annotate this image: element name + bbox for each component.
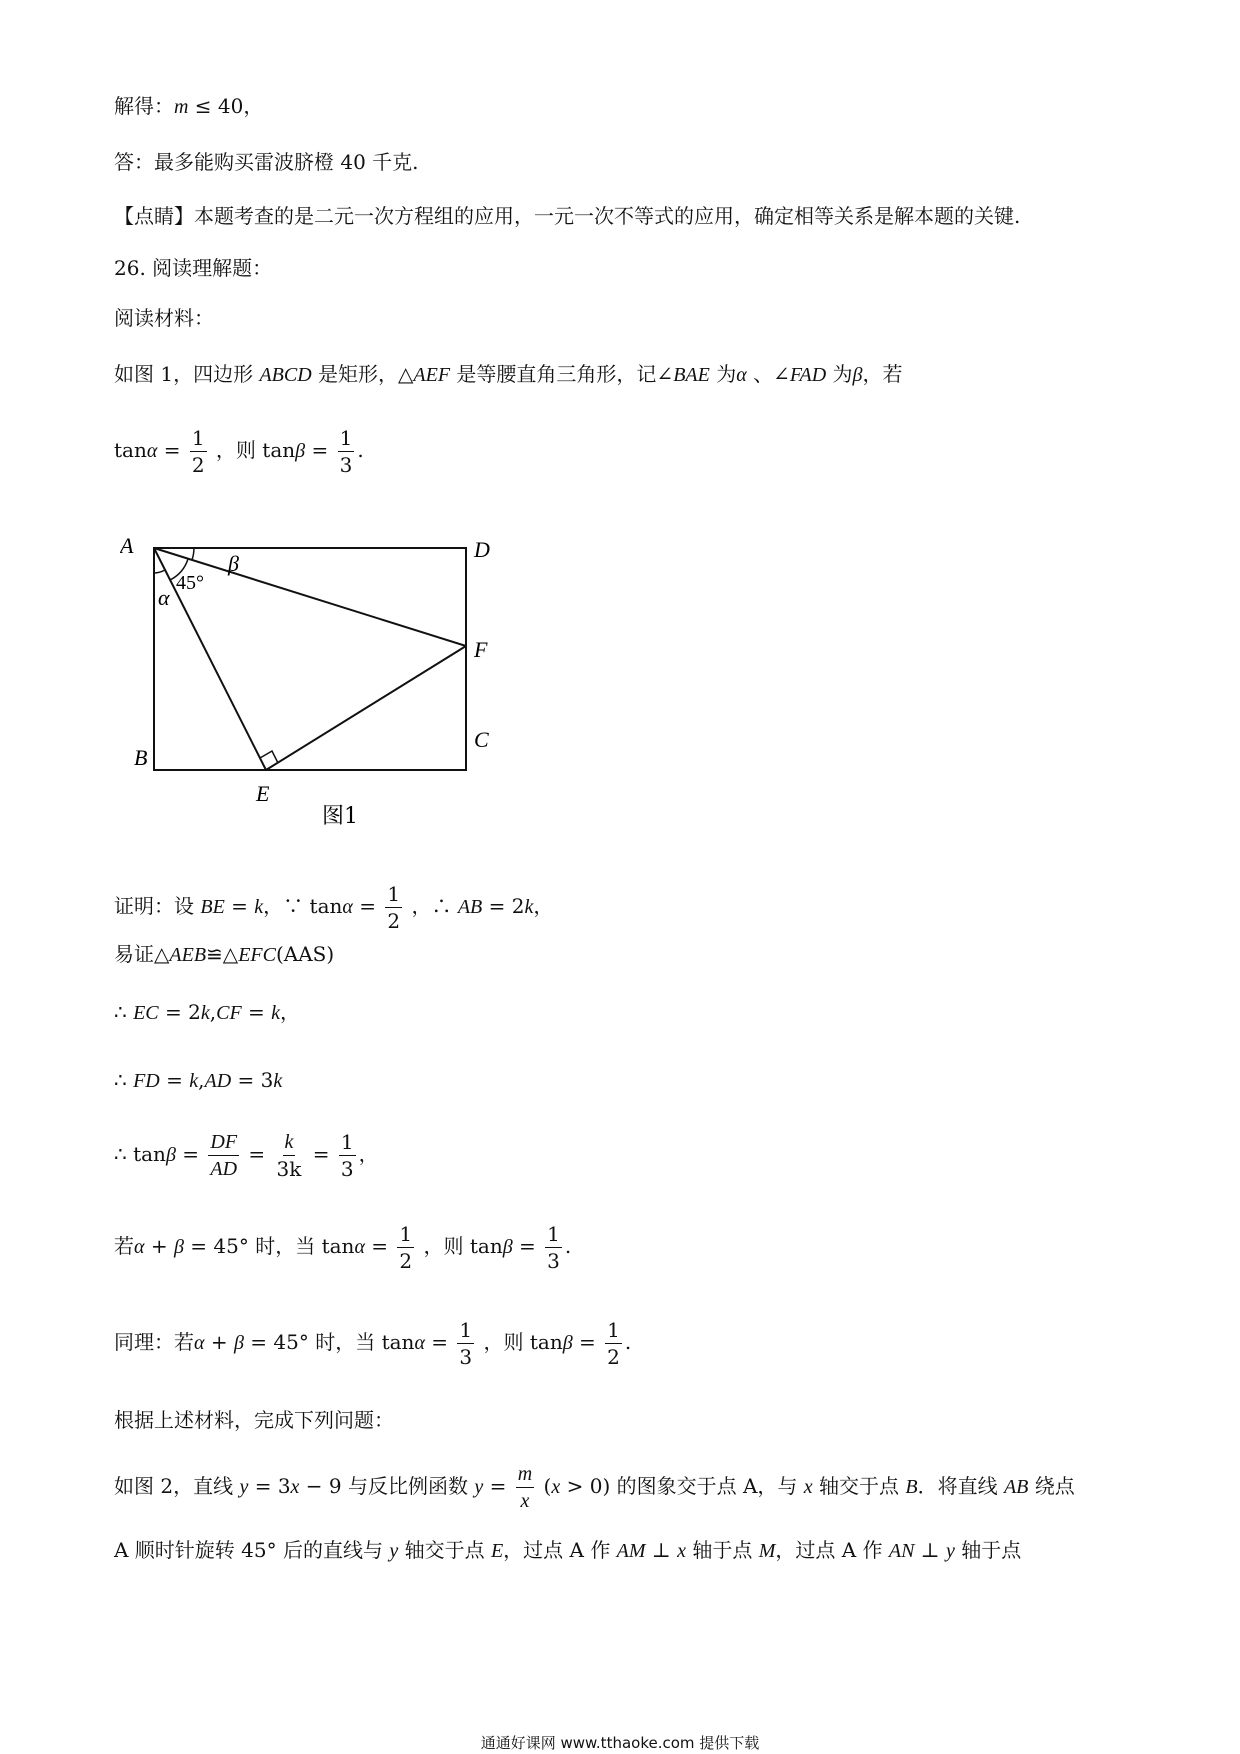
page-footer: 通通好课网 www.tthaoke.com 提供下载: [480, 1734, 760, 1752]
fraction: $\frac{m}{x}$: [517, 1463, 533, 1512]
fraction: $\frac{k}{3k}$: [276, 1131, 302, 1181]
line-tan-beta: ∴ tanβ = $\frac{DF}{AD}$ = $\frac{k}{3k}$ = $\frac{1}{3}$ ，: [114, 1130, 379, 1181]
line-congruence: 易证△AEB≌△EFC(AAS): [114, 942, 335, 966]
line-comment: 【点睛】本题考查的是二元一次方程组的应用，一元一次不等式的应用，确定相等关系是解本题的关键.: [114, 204, 1021, 228]
segment-ef: [266, 646, 466, 770]
line-tan-given: tanα = $\frac{1}{2}$ ，则 tanβ = $\frac{1}{3}$ .: [114, 426, 364, 477]
fraction: $\frac{1}{2}$: [607, 1318, 620, 1369]
segment-af: [154, 548, 466, 646]
fraction: $\frac{DF}{AD}$: [210, 1131, 238, 1180]
line-conclusion-2: 同理：若α + β = 45° 时，当 tanα = $\frac{1}{3}$ ，则 tanβ = $\frac{1}{2}$ .: [114, 1318, 632, 1369]
fraction: $\frac{1}{2}$: [399, 1222, 413, 1273]
line-material-heading: 阅读材料：: [114, 306, 214, 330]
right-angle-mark: [260, 751, 278, 763]
label-beta: β: [228, 551, 239, 576]
line-fd-ad: ∴ FD = k,AD = 3k: [114, 1068, 283, 1092]
angle-alpha-arc: [154, 570, 165, 573]
fraction: $\frac{1}{3}$: [459, 1318, 473, 1369]
fraction: $\frac{1}{3}$: [340, 1130, 354, 1181]
line-proof-start: 证明：设 BE = k，∵ tanα = $\frac{1}{2}$ ，∴ AB = 2k，: [114, 882, 554, 933]
label-c: C: [474, 727, 489, 752]
line-solution: 解得：m ≤ 40，: [114, 94, 264, 118]
line-ec-cf: ∴ EC = 2k,CF = k，: [114, 1000, 301, 1024]
figure-1-diagram: [120, 525, 520, 825]
label-e: E: [256, 781, 270, 806]
label-b: B: [134, 745, 148, 770]
question-title: 26. 阅读理解题：: [114, 256, 273, 280]
fraction: $\frac{1}{3}$: [547, 1222, 560, 1273]
fraction: $\frac{1}{2}$: [191, 426, 205, 477]
segment-ae: [154, 548, 266, 770]
figure-caption: 图1: [322, 804, 358, 825]
label-d: D: [474, 537, 490, 562]
label-a: A: [120, 533, 134, 558]
fraction: $\frac{1}{3}$: [339, 426, 353, 477]
line-task-heading: 根据上述材料，完成下列问题：: [114, 1408, 394, 1432]
label-45: 45°: [176, 572, 204, 594]
label-alpha: α: [158, 585, 170, 610]
angle-beta-arc: [192, 548, 194, 560]
label-f: F: [474, 637, 488, 662]
line-figure2-desc: 如图 2，直线 y = 3x − 9 与反比例函数 y = $\frac{m}{x}$ (x > 0) 的图象交于点 A，与 x 轴交于点 B．将直线 AB 绕点: [114, 1463, 1075, 1512]
line-rotation-desc: A 顺时针旋转 45° 后的直线与 y 轴交于点 E，过点 A 作 AM ⊥ x 轴于点 M，过点 A 作 AN ⊥ y 轴于点: [114, 1538, 1022, 1562]
line-figure1-desc: 如图 1，四边形 ABCD 是矩形，△AEF 是等腰直角三角形，记∠BAE 为α 、∠FAD 为β，若: [114, 362, 903, 386]
fraction: $\frac{1}{2}$: [387, 882, 401, 933]
line-conclusion-1: 若α + β = 45° 时，当 tanα = $\frac{1}{2}$ ，则 tanβ = $\frac{1}{3}$ .: [114, 1222, 572, 1273]
line-answer: 答：最多能购买雷波脐橙 40 千克.: [114, 150, 419, 174]
